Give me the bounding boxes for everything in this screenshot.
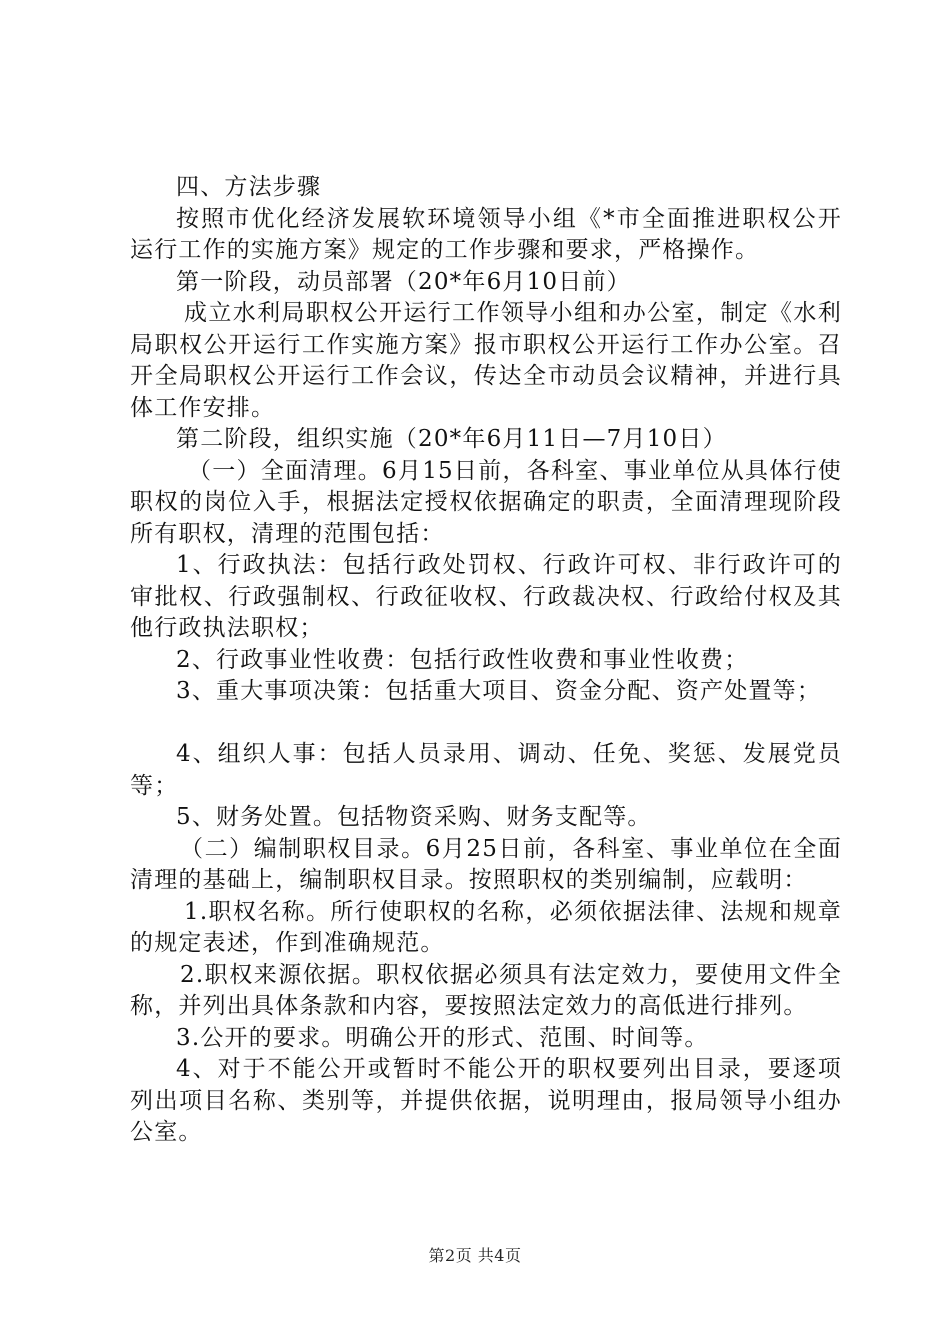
page-number-footer: 第2页 共4页 xyxy=(428,1246,522,1265)
list-item: 5、财务处置。包括物资采购、财务支配等。 xyxy=(176,804,652,830)
list-item: 1、行政执法：包括行政处罚权、行政许可权、非行政许可的审批权、行政强制权、行政征收权、行政裁决权、行政给付权及其他行政执法职权； xyxy=(130,552,842,641)
paragraph: （一）全面清理。6月15日前，各科室、事业单位从具体行使职权的岗位入手，根据法定授权依据确定的职责，全面清理现阶段所有职权，清理的范围包括： xyxy=(130,457,842,547)
blank-line xyxy=(130,708,842,740)
list-item: 3.公开的要求。明确公开的形式、范围、时间等。 xyxy=(176,1024,709,1051)
list-item: 3、重大事项决策：包括重大项目、资金分配、资产处置等； xyxy=(176,678,822,704)
stage-heading: 第二阶段，组织实施（20*年6月11日—7月10日） xyxy=(176,426,727,452)
document-body xyxy=(130,172,842,1149)
paragraph: 成立水利局职权公开运行工作领导小组和办公室，制定《水利局职权公开运行工作实施方案》报市职权公开运行工作办公室。召开全局职权公开运行工作会议，传达全市动员会议精神，并进行具体工作安排。 xyxy=(130,300,842,421)
paragraph: （二）编制职权目录。6月25日前，各科室、事业单位在全面清理的基础上，编制职权目录。按照职权的类别编制，应载明： xyxy=(130,835,842,893)
paragraph: 按照市优化经济发展软环境领导小组《*市全面推进职权公开运行工作的实施方案》规定的工作步骤和要求，严格操作。 xyxy=(130,205,842,263)
list-item: 2.职权来源依据。职权依据必须具有法定效力，要使用文件全称，并列出具体条款和内容，要按照法定效力的高低进行排列。 xyxy=(130,961,842,1019)
list-item: 2、行政事业性收费：包括行政性收费和事业性收费； xyxy=(176,646,749,673)
list-item: 1.职权名称。所行使职权的名称，必须依据法律、法规和规章的规定表述，作到准确规范。 xyxy=(130,898,842,956)
list-item: 4、对于不能公开或暂时不能公开的职权要列出目录，要逐项列出项目名称、类别等，并提供依据，说明理由，报局领导小组办公室。 xyxy=(130,1056,842,1145)
list-item: 4、组织人事：包括人员录用、调动、任免、奖惩、发展党员等； xyxy=(130,741,842,799)
section-heading: 四、方法步骤 xyxy=(176,174,322,200)
stage-heading: 第一阶段，动员部署（20*年6月10日前） xyxy=(176,268,631,295)
